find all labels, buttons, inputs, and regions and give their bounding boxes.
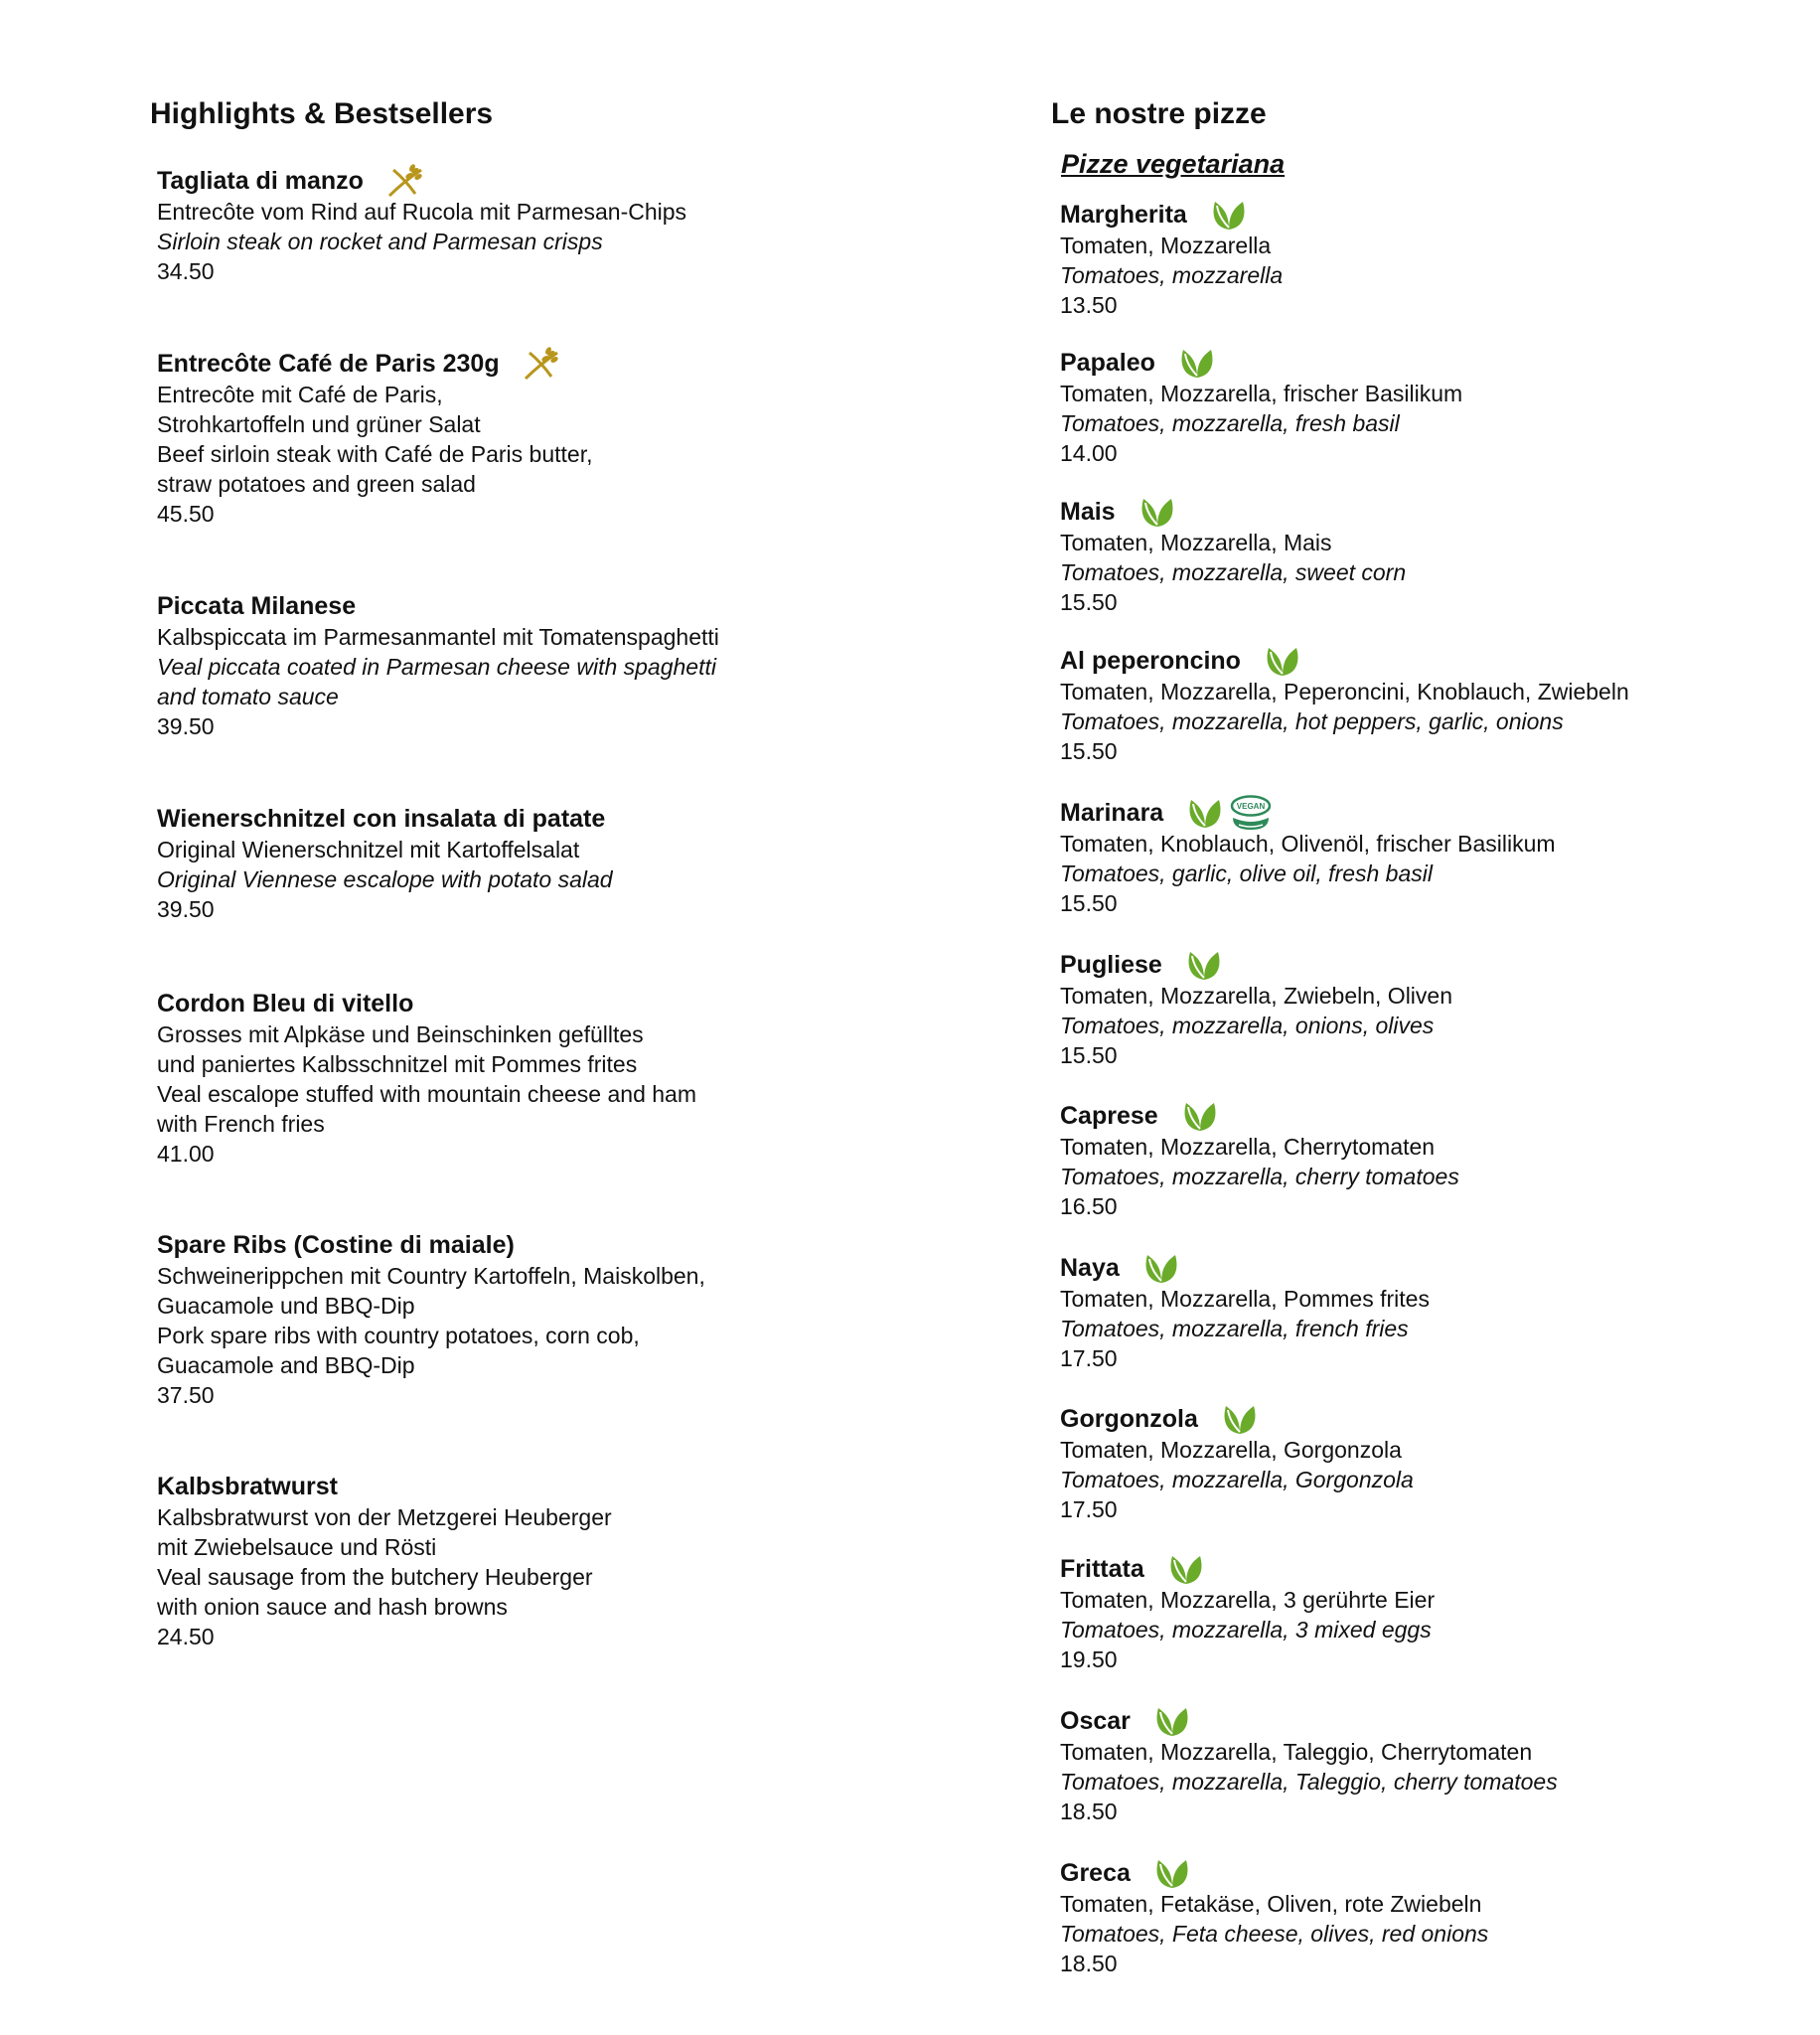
leaf-icon [1263, 644, 1302, 678]
pizze-heading: Le nostre pizze [1051, 97, 1267, 130]
menu-item [157, 988, 696, 1169]
menu-item [1060, 1857, 1488, 1978]
menu-item-description: straw potatoes and green salad [157, 471, 476, 497]
menu-item-title-row [157, 165, 686, 197]
menu-item [1060, 1705, 1558, 1826]
menu-item [157, 803, 627, 924]
menu-item-description-en: Tomatoes, mozzarella, french fries [1060, 1316, 1409, 1341]
menu-item-title-row [157, 803, 627, 835]
menu-item-price: 39.50 [157, 896, 215, 922]
menu-item-description: mit Zwiebelsauce und Rösti [157, 1534, 437, 1560]
menu-item-description: Tomaten, Mozzarella, 3 gerührte Eier [1060, 1587, 1436, 1613]
leaf-icon [1220, 1402, 1260, 1436]
menu-item-icons [1209, 198, 1249, 232]
menu-item-icons [1141, 1251, 1181, 1285]
menu-item-icons [522, 347, 561, 381]
menu-item-price: 15.50 [1060, 589, 1118, 615]
menu-item-description-en: Tomatoes, mozzarella, onions, olives [1060, 1013, 1435, 1038]
menu-item-title-row [157, 1229, 705, 1261]
menu-item-title-row [1060, 496, 1406, 528]
menu-item-price: 18.50 [1060, 1799, 1118, 1824]
menu-item-title: Pugliese [1060, 951, 1162, 979]
menu-item-price: 17.50 [1060, 1345, 1118, 1371]
leaf-icon [1177, 346, 1217, 380]
menu-item-description: Tomaten, Mozzarella, frischer Basilikum [1060, 381, 1463, 406]
menu-item [1060, 645, 1629, 766]
menu-item [1060, 1100, 1459, 1221]
menu-item-icons [1263, 644, 1302, 678]
menu-item-description: with French fries [157, 1111, 325, 1137]
menu-item [1060, 496, 1406, 617]
menu-item-description: Pork spare ribs with country potatoes, corn cob, [157, 1323, 640, 1348]
menu-item-description-en: Tomatoes, mozzarella [1060, 262, 1284, 288]
menu-item-description-en: Original Viennese escalope with potato salad [157, 866, 613, 892]
menu-item-description: Guacamole and BBQ-Dip [157, 1352, 415, 1378]
menu-item-title: Tagliata di manzo [157, 167, 364, 195]
menu-item [1060, 1403, 1414, 1524]
menu-item-title: Caprese [1060, 1102, 1158, 1130]
menu-item-price: 18.50 [1060, 1951, 1118, 1976]
menu-item [1060, 1553, 1435, 1674]
menu-item-description: und paniertes Kalbsschnitzel mit Pommes frites [157, 1051, 638, 1077]
menu-item-icons [1220, 1402, 1260, 1436]
menu-item-description-en: Tomatoes, Feta cheese, olives, red onions [1060, 1921, 1489, 1947]
menu-item-description: Guacamole und BBQ-Dip [157, 1293, 415, 1319]
highlights-heading: Highlights & Bestsellers [150, 97, 494, 130]
menu-item-description: Veal sausage from the butchery Heuberger [157, 1564, 593, 1590]
pizze-vegetariana-subheading: Pizze vegetariana [1061, 149, 1286, 179]
menu-item-title-row [1060, 949, 1452, 981]
menu-item-description: Tomaten, Knoblauch, Olivenöl, frischer Basilikum [1060, 831, 1556, 857]
menu-item-description-en: Tomatoes, garlic, olive oil, fresh basil [1060, 861, 1433, 886]
menu-item-icons [1152, 1856, 1192, 1890]
menu-item-title-row [1060, 1705, 1558, 1737]
menu-item-title: Oscar [1060, 1707, 1131, 1735]
menu-item-description-en: Tomatoes, mozzarella, cherry tomatoes [1060, 1164, 1459, 1189]
menu-item-title: Frittata [1060, 1555, 1144, 1583]
menu-item-price: 17.50 [1060, 1496, 1118, 1522]
menu-item [157, 165, 686, 286]
menu-item [1060, 797, 1556, 918]
menu-item-title-row [1060, 645, 1629, 677]
menu-item-title: Mais [1060, 498, 1116, 526]
menu-item-description: Tomaten, Mozzarella, Taleggio, Cherrytomaten [1060, 1739, 1533, 1765]
menu-item-description: Tomaten, Mozzarella, Zwiebeln, Oliven [1060, 983, 1452, 1009]
menu-item-description-en: Veal piccata coated in Parmesan cheese with spaghetti [157, 654, 716, 680]
menu-item-description: Tomaten, Fetakäse, Oliven, rote Zwiebeln [1060, 1891, 1482, 1917]
menu-item-title-row [1060, 1252, 1430, 1284]
menu-item-description: Beef sirloin steak with Café de Paris butter, [157, 441, 593, 467]
menu-item-description: Tomaten, Mozzarella, Mais [1060, 530, 1332, 555]
leaf-icon [1152, 1704, 1192, 1738]
menu-item-title-row [1060, 797, 1556, 829]
menu-item-price: 15.50 [1060, 890, 1118, 916]
menu-item-icons [1138, 495, 1177, 529]
menu-item-title: Entrecôte Café de Paris 230g [157, 350, 500, 378]
menu-item-title: Naya [1060, 1254, 1120, 1282]
menu-item-description-en: Tomatoes, mozzarella, Gorgonzola [1060, 1467, 1414, 1492]
menu-item [157, 590, 719, 741]
menu-item-icons [1180, 1099, 1220, 1133]
menu-item-description-en: Tomatoes, mozzarella, 3 mixed eggs [1060, 1617, 1432, 1643]
menu-item-title-row [1060, 1100, 1459, 1132]
menu-item-price: 41.00 [157, 1141, 215, 1167]
menu-item-price: 15.50 [1060, 1042, 1118, 1068]
menu-item-title-row [157, 1471, 612, 1502]
menu-item [157, 1471, 612, 1651]
menu-item [1060, 199, 1283, 320]
menu-item [1060, 347, 1462, 468]
menu-item-title-row [1060, 1403, 1414, 1435]
menu-item-title-row [1060, 1553, 1435, 1585]
menu-item-price: 39.50 [157, 713, 215, 739]
menu-item-title: Piccata Milanese [157, 592, 357, 620]
menu-item-title-row [157, 348, 593, 380]
menu-item-title: Wienerschnitzel con insalata di patate [157, 805, 606, 833]
menu-item-title-row [1060, 199, 1283, 231]
menu-item-icons [1185, 795, 1273, 831]
menu-item-description-en: and tomato sauce [157, 684, 339, 709]
menu-item-icons [1166, 1552, 1206, 1586]
menu-item-description-en: Tomatoes, mozzarella, Taleggio, cherry tomatoes [1060, 1769, 1558, 1795]
menu-item-title: Spare Ribs (Costine di maiale) [157, 1231, 515, 1259]
leaf-icon [1141, 1251, 1181, 1285]
leaf-icon [1180, 1099, 1220, 1133]
menu-item [1060, 1252, 1430, 1373]
menu-item-title: Cordon Bleu di vitello [157, 990, 414, 1018]
menu-item-title-row [157, 988, 696, 1019]
menu-item-price: 24.50 [157, 1624, 215, 1649]
menu-item [1060, 949, 1452, 1070]
menu-item-price: 15.50 [1060, 738, 1118, 764]
menu-item-title: Kalbsbratwurst [157, 1473, 338, 1500]
menu-item-description: Tomaten, Mozzarella [1060, 233, 1272, 258]
menu-item-icons [1184, 948, 1224, 982]
menu-item-description-en: Tomatoes, mozzarella, sweet corn [1060, 559, 1407, 585]
menu-item-description: Tomaten, Mozzarella, Peperoncini, Knoblauch, Zwiebeln [1060, 679, 1629, 704]
menu-item-price: 37.50 [157, 1382, 215, 1408]
menu-item-price: 45.50 [157, 501, 215, 527]
menu-item-description-en: Sirloin steak on rocket and Parmesan crisps [157, 229, 603, 254]
menu-item-title: Margherita [1060, 201, 1187, 229]
menu-item-title: Gorgonzola [1060, 1405, 1198, 1433]
vegan-icon [1229, 795, 1273, 831]
menu-item-description: Entrecôte vom Rind auf Rucola mit Parmesan-Chips [157, 199, 687, 225]
menu-item-title-row [1060, 1857, 1488, 1889]
leaf-icon [1152, 1856, 1192, 1890]
menu-item-title: Marinara [1060, 799, 1164, 827]
menu-item-price: 16.50 [1060, 1193, 1118, 1219]
menu-item-description: Kalbspiccata im Parmesanmantel mit Tomatenspaghetti [157, 624, 719, 650]
menu-item-description-en: Tomatoes, mozzarella, hot peppers, garlic, onions [1060, 708, 1564, 734]
menu-item-icons [385, 164, 425, 198]
wheat-icon [522, 347, 561, 381]
menu-item-description-en: Tomatoes, mozzarella, fresh basil [1060, 410, 1400, 436]
menu-item [157, 348, 593, 529]
menu-item-price: 13.50 [1060, 292, 1118, 318]
menu-item-description: Entrecôte mit Café de Paris, [157, 382, 443, 407]
menu-item-description: Original Wienerschnitzel mit Kartoffelsalat [157, 837, 580, 862]
menu-item-title-row [1060, 347, 1462, 379]
menu-item-description: Strohkartoffeln und grüner Salat [157, 411, 481, 437]
svg-text:VEGAN: VEGAN [1236, 802, 1266, 811]
menu-item [157, 1229, 705, 1410]
menu-item-title: Greca [1060, 1859, 1131, 1887]
menu-item-price: 14.00 [1060, 440, 1118, 466]
menu-item-icons [1177, 346, 1217, 380]
menu-item-icons [1152, 1704, 1192, 1738]
leaf-icon [1166, 1552, 1206, 1586]
menu-item-title: Al peperoncino [1060, 647, 1241, 675]
menu-item-description: Grosses mit Alpkäse und Beinschinken gefülltes [157, 1021, 644, 1047]
leaf-icon [1209, 198, 1249, 232]
menu-item-description: Tomaten, Mozzarella, Gorgonzola [1060, 1437, 1402, 1463]
menu-item-price: 34.50 [157, 258, 215, 284]
menu-item-description: Tomaten, Mozzarella, Pommes frites [1060, 1286, 1430, 1312]
menu-item-description: Veal escalope stuffed with mountain cheese and ham [157, 1081, 696, 1107]
menu-item-title: Papaleo [1060, 349, 1155, 377]
leaf-icon [1185, 796, 1225, 830]
menu-item-title-row [157, 590, 719, 622]
menu-item-description: Schweinerippchen mit Country Kartoffeln, Maiskolben, [157, 1263, 705, 1289]
leaf-icon [1184, 948, 1224, 982]
menu-item-description: Kalbsbratwurst von der Metzgerei Heuberger [157, 1504, 612, 1530]
menu-item-price: 19.50 [1060, 1646, 1118, 1672]
menu-item-description: Tomaten, Mozzarella, Cherrytomaten [1060, 1134, 1436, 1160]
wheat-icon [385, 164, 425, 198]
leaf-icon [1138, 495, 1177, 529]
menu-item-description: with onion sauce and hash browns [157, 1594, 508, 1620]
